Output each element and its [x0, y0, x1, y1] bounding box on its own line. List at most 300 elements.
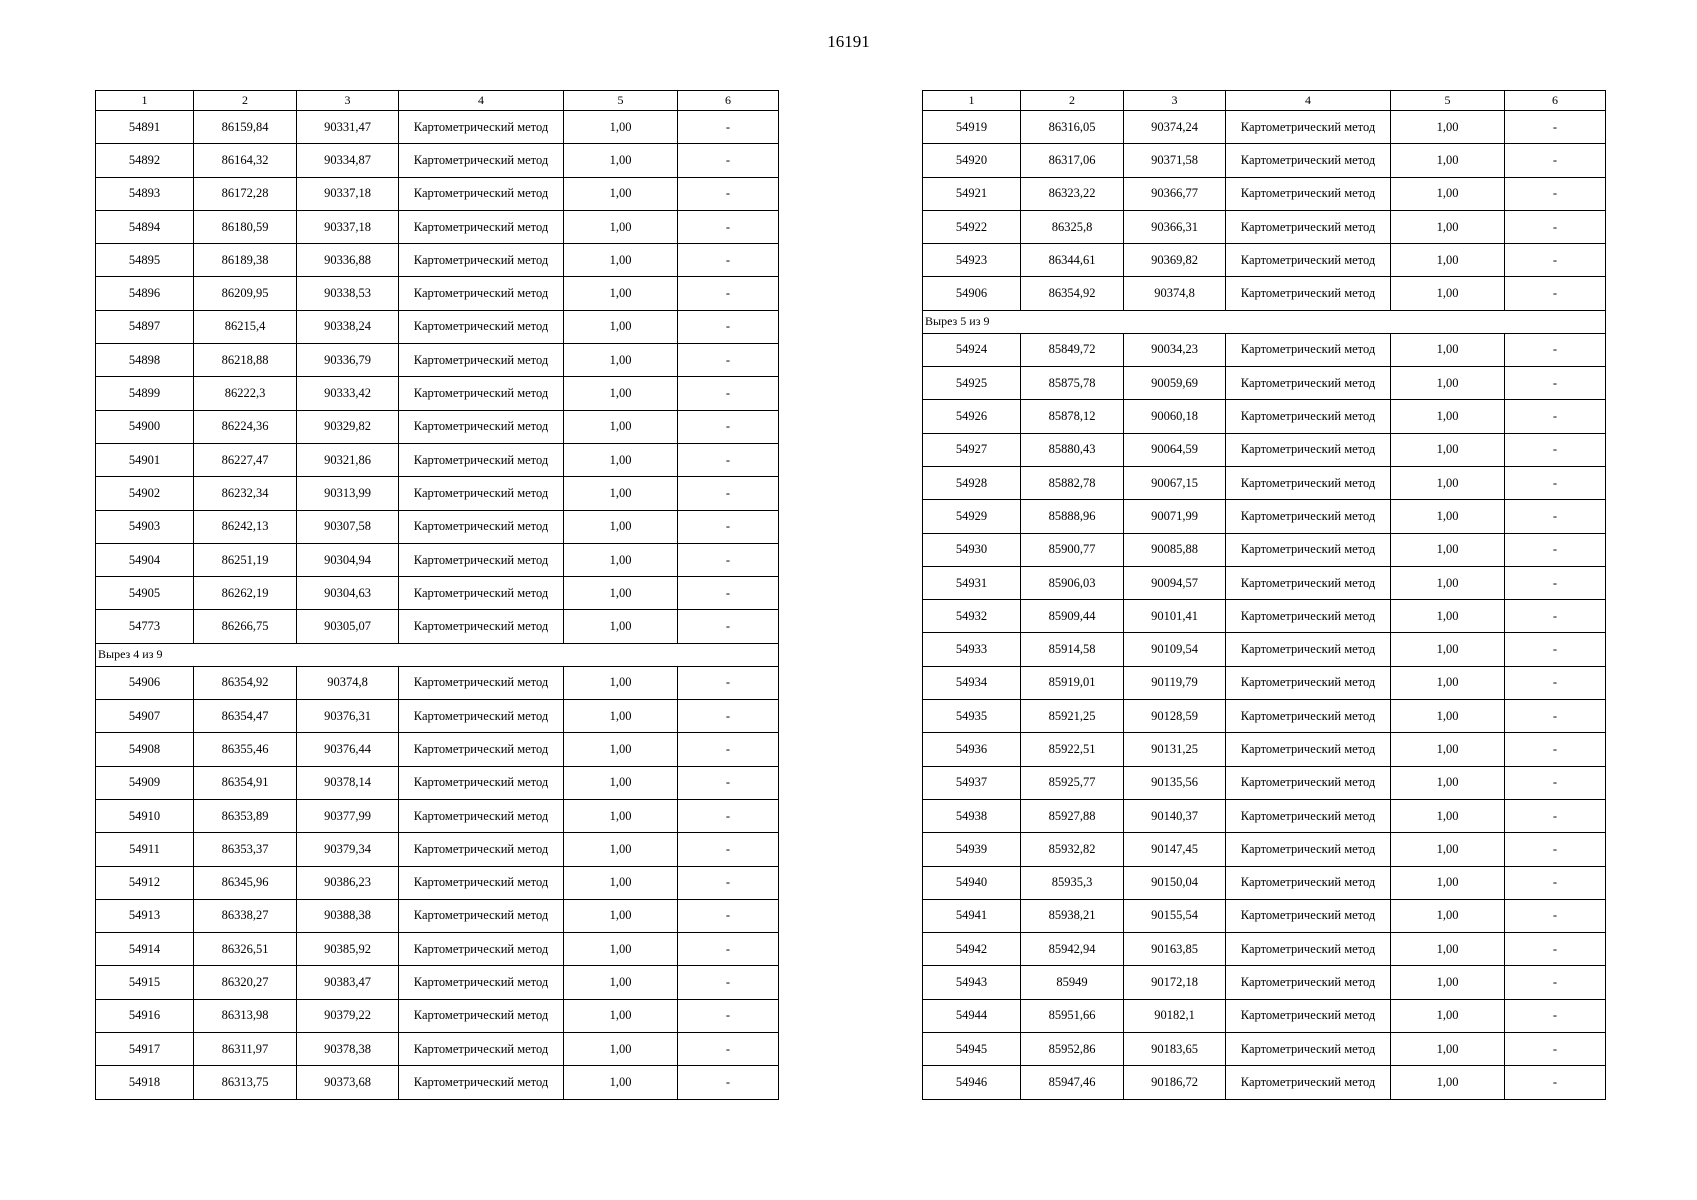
accuracy-cell: 1,00 [1391, 700, 1505, 733]
accuracy-cell: 1,00 [1391, 666, 1505, 699]
accuracy-cell: 1,00 [564, 966, 678, 999]
description-cell: - [1505, 933, 1606, 966]
point-number-cell: 54913 [96, 899, 194, 932]
point-number-cell: 54946 [923, 1066, 1021, 1099]
point-number-cell: 54931 [923, 566, 1021, 599]
table-row [923, 367, 1606, 400]
point-number-cell: 54922 [923, 210, 1021, 243]
point-number-cell: 54935 [923, 700, 1021, 733]
method-cell: Картометрический метод [399, 799, 564, 832]
table-row [96, 966, 779, 999]
y-coordinate-cell: 90094,57 [1124, 566, 1226, 599]
accuracy-cell: 1,00 [564, 443, 678, 476]
method-cell: Картометрический метод [399, 310, 564, 343]
x-coordinate-cell: 86355,46 [194, 733, 297, 766]
accuracy-cell: 1,00 [564, 799, 678, 832]
method-cell: Картометрический метод [399, 443, 564, 476]
y-coordinate-cell: 90147,45 [1124, 833, 1226, 866]
point-number-cell: 54927 [923, 433, 1021, 466]
table-row [923, 1066, 1606, 1099]
point-number-cell: 54901 [96, 443, 194, 476]
method-cell: Картометрический метод [1226, 733, 1391, 766]
y-coordinate-cell: 90336,79 [297, 344, 399, 377]
y-coordinate-cell: 90385,92 [297, 933, 399, 966]
method-cell: Картометрический метод [399, 410, 564, 443]
point-number-cell: 54905 [96, 577, 194, 610]
x-coordinate-cell: 86323,22 [1021, 177, 1124, 210]
method-cell: Картометрический метод [399, 999, 564, 1032]
description-cell: - [1505, 766, 1606, 799]
method-cell: Картометрический метод [399, 177, 564, 210]
point-number-cell: 54893 [96, 177, 194, 210]
table-row [96, 244, 779, 277]
point-number-cell: 54896 [96, 277, 194, 310]
accuracy-cell: 1,00 [1391, 500, 1505, 533]
description-cell: - [678, 933, 779, 966]
x-coordinate-cell: 85919,01 [1021, 666, 1124, 699]
method-cell: Картометрический метод [399, 733, 564, 766]
y-coordinate-cell: 90101,41 [1124, 600, 1226, 633]
x-coordinate-cell: 86313,75 [194, 1066, 297, 1099]
point-number-cell: 54916 [96, 999, 194, 1032]
table-row [96, 833, 779, 866]
table-row [96, 443, 779, 476]
accuracy-cell: 1,00 [564, 377, 678, 410]
accuracy-cell: 1,00 [564, 899, 678, 932]
description-cell: - [1505, 799, 1606, 832]
point-number-cell: 54943 [923, 966, 1021, 999]
column-header: 3 [297, 91, 399, 111]
point-number-cell: 54944 [923, 999, 1021, 1032]
table-row [923, 899, 1606, 932]
description-cell: - [678, 1066, 779, 1099]
x-coordinate-cell: 85875,78 [1021, 367, 1124, 400]
method-cell: Картометрический метод [399, 700, 564, 733]
accuracy-cell: 1,00 [1391, 999, 1505, 1032]
y-coordinate-cell: 90336,88 [297, 244, 399, 277]
y-coordinate-cell: 90071,99 [1124, 500, 1226, 533]
point-number-cell: 54897 [96, 310, 194, 343]
description-cell: - [678, 577, 779, 610]
y-coordinate-cell: 90334,87 [297, 144, 399, 177]
y-coordinate-cell: 90388,38 [297, 899, 399, 932]
x-coordinate-cell: 85900,77 [1021, 533, 1124, 566]
y-coordinate-cell: 90321,86 [297, 443, 399, 476]
point-number-cell: 54918 [96, 1066, 194, 1099]
x-coordinate-cell: 86266,75 [194, 610, 297, 643]
y-coordinate-cell: 90383,47 [297, 966, 399, 999]
accuracy-cell: 1,00 [1391, 733, 1505, 766]
point-number-cell: 54926 [923, 400, 1021, 433]
table-row [923, 111, 1606, 144]
point-number-cell: 54941 [923, 899, 1021, 932]
x-coordinate-cell: 85947,46 [1021, 1066, 1124, 1099]
y-coordinate-cell: 90329,82 [297, 410, 399, 443]
method-cell: Картометрический метод [1226, 833, 1391, 866]
y-coordinate-cell: 90085,88 [1124, 533, 1226, 566]
accuracy-cell: 1,00 [1391, 333, 1505, 366]
accuracy-cell: 1,00 [564, 733, 678, 766]
point-number-cell: 54907 [96, 700, 194, 733]
point-number-cell: 54942 [923, 933, 1021, 966]
x-coordinate-cell: 85888,96 [1021, 500, 1124, 533]
table-row [96, 377, 779, 410]
x-coordinate-cell: 86242,13 [194, 510, 297, 543]
description-cell: - [1505, 966, 1606, 999]
y-coordinate-cell: 90379,34 [297, 833, 399, 866]
description-cell: - [678, 610, 779, 643]
accuracy-cell: 1,00 [1391, 799, 1505, 832]
method-cell: Картометрический метод [399, 277, 564, 310]
table-row [923, 1033, 1606, 1066]
accuracy-cell: 1,00 [1391, 566, 1505, 599]
accuracy-cell: 1,00 [564, 310, 678, 343]
table-row [96, 899, 779, 932]
method-cell: Картометрический метод [1226, 333, 1391, 366]
accuracy-cell: 1,00 [1391, 177, 1505, 210]
coordinates-table-right [922, 90, 1606, 1100]
y-coordinate-cell: 90338,53 [297, 277, 399, 310]
column-header: 2 [194, 91, 297, 111]
x-coordinate-cell: 85849,72 [1021, 333, 1124, 366]
table-row [923, 966, 1606, 999]
table-row [96, 933, 779, 966]
method-cell: Картометрический метод [1226, 966, 1391, 999]
table-row [923, 666, 1606, 699]
accuracy-cell: 1,00 [1391, 533, 1505, 566]
accuracy-cell: 1,00 [1391, 144, 1505, 177]
method-cell: Картометрический метод [1226, 533, 1391, 566]
accuracy-cell: 1,00 [564, 999, 678, 1032]
method-cell: Картометрический метод [399, 344, 564, 377]
method-cell: Картометрический метод [1226, 866, 1391, 899]
y-coordinate-cell: 90373,68 [297, 1066, 399, 1099]
description-cell: - [678, 310, 779, 343]
section-label: Вырез 4 из 9 [96, 643, 779, 666]
point-number-cell: 54925 [923, 367, 1021, 400]
description-cell: - [678, 899, 779, 932]
point-number-cell: 54899 [96, 377, 194, 410]
accuracy-cell: 1,00 [1391, 210, 1505, 243]
description-cell: - [1505, 866, 1606, 899]
y-coordinate-cell: 90109,54 [1124, 633, 1226, 666]
column-header: 5 [1391, 91, 1505, 111]
method-cell: Картометрический метод [1226, 277, 1391, 310]
table-row [96, 477, 779, 510]
table-row [96, 577, 779, 610]
description-cell: - [678, 999, 779, 1032]
description-cell: - [678, 543, 779, 576]
description-cell: - [678, 277, 779, 310]
y-coordinate-cell: 90371,58 [1124, 144, 1226, 177]
accuracy-cell: 1,00 [1391, 433, 1505, 466]
y-coordinate-cell: 90067,15 [1124, 466, 1226, 499]
method-cell: Картометрический метод [1226, 700, 1391, 733]
x-coordinate-cell: 86218,88 [194, 344, 297, 377]
accuracy-cell: 1,00 [1391, 1066, 1505, 1099]
x-coordinate-cell: 86354,91 [194, 766, 297, 799]
point-number-cell: 54911 [96, 833, 194, 866]
table-row [923, 700, 1606, 733]
point-number-cell: 54914 [96, 933, 194, 966]
x-coordinate-cell: 86262,19 [194, 577, 297, 610]
x-coordinate-cell: 86316,05 [1021, 111, 1124, 144]
table-row [96, 1066, 779, 1099]
y-coordinate-cell: 90378,38 [297, 1033, 399, 1066]
point-number-cell: 54919 [923, 111, 1021, 144]
method-cell: Картометрический метод [399, 510, 564, 543]
point-number-cell: 54939 [923, 833, 1021, 866]
x-coordinate-cell: 86222,3 [194, 377, 297, 410]
coordinates-table-left [95, 90, 779, 1100]
table-row [96, 111, 779, 144]
method-cell: Картометрический метод [1226, 1033, 1391, 1066]
x-coordinate-cell: 85922,51 [1021, 733, 1124, 766]
table-row [923, 500, 1606, 533]
description-cell: - [678, 111, 779, 144]
accuracy-cell: 1,00 [1391, 244, 1505, 277]
point-number-cell: 54937 [923, 766, 1021, 799]
x-coordinate-cell: 85927,88 [1021, 799, 1124, 832]
method-cell: Картометрический метод [399, 766, 564, 799]
y-coordinate-cell: 90386,23 [297, 866, 399, 899]
y-coordinate-cell: 90182,1 [1124, 999, 1226, 1032]
description-cell: - [1505, 277, 1606, 310]
x-coordinate-cell: 86232,34 [194, 477, 297, 510]
point-number-cell: 54898 [96, 344, 194, 377]
point-number-cell: 54945 [923, 1033, 1021, 1066]
x-coordinate-cell: 85925,77 [1021, 766, 1124, 799]
point-number-cell: 54892 [96, 144, 194, 177]
table-row [96, 866, 779, 899]
y-coordinate-cell: 90338,24 [297, 310, 399, 343]
x-coordinate-cell: 85882,78 [1021, 466, 1124, 499]
method-cell: Картометрический метод [1226, 766, 1391, 799]
accuracy-cell: 1,00 [1391, 400, 1505, 433]
x-coordinate-cell: 85935,3 [1021, 866, 1124, 899]
section-row [923, 310, 1606, 333]
description-cell: - [678, 866, 779, 899]
y-coordinate-cell: 90150,04 [1124, 866, 1226, 899]
y-coordinate-cell: 90131,25 [1124, 733, 1226, 766]
section-label: Вырез 5 из 9 [923, 310, 1606, 333]
method-cell: Картометрический метод [1226, 933, 1391, 966]
point-number-cell: 54917 [96, 1033, 194, 1066]
x-coordinate-cell: 85942,94 [1021, 933, 1124, 966]
description-cell: - [1505, 500, 1606, 533]
accuracy-cell: 1,00 [564, 210, 678, 243]
point-number-cell: 54938 [923, 799, 1021, 832]
y-coordinate-cell: 90366,77 [1124, 177, 1226, 210]
table-row [923, 933, 1606, 966]
point-number-cell: 54934 [923, 666, 1021, 699]
accuracy-cell: 1,00 [1391, 277, 1505, 310]
description-cell: - [1505, 733, 1606, 766]
accuracy-cell: 1,00 [564, 1066, 678, 1099]
y-coordinate-cell: 90128,59 [1124, 700, 1226, 733]
y-coordinate-cell: 90374,8 [1124, 277, 1226, 310]
point-number-cell: 54936 [923, 733, 1021, 766]
point-number-cell: 54903 [96, 510, 194, 543]
column-header: 6 [678, 91, 779, 111]
y-coordinate-cell: 90377,99 [297, 799, 399, 832]
x-coordinate-cell: 86354,92 [1021, 277, 1124, 310]
y-coordinate-cell: 90376,31 [297, 700, 399, 733]
table-row [96, 666, 779, 699]
point-number-cell: 54930 [923, 533, 1021, 566]
y-coordinate-cell: 90374,8 [297, 666, 399, 699]
column-header: 1 [96, 91, 194, 111]
description-cell: - [1505, 666, 1606, 699]
table-row [923, 144, 1606, 177]
y-coordinate-cell: 90378,14 [297, 766, 399, 799]
table-row [923, 833, 1606, 866]
x-coordinate-cell: 85909,44 [1021, 600, 1124, 633]
y-coordinate-cell: 90060,18 [1124, 400, 1226, 433]
x-coordinate-cell: 86227,47 [194, 443, 297, 476]
accuracy-cell: 1,00 [564, 477, 678, 510]
description-cell: - [678, 377, 779, 410]
y-coordinate-cell: 90155,54 [1124, 899, 1226, 932]
method-cell: Картометрический метод [399, 1066, 564, 1099]
y-coordinate-cell: 90064,59 [1124, 433, 1226, 466]
accuracy-cell: 1,00 [564, 111, 678, 144]
page-number: 16191 [827, 32, 870, 51]
description-cell: - [1505, 177, 1606, 210]
point-number-cell: 54920 [923, 144, 1021, 177]
y-coordinate-cell: 90183,65 [1124, 1033, 1226, 1066]
description-cell: - [1505, 466, 1606, 499]
x-coordinate-cell: 86189,38 [194, 244, 297, 277]
y-coordinate-cell: 90369,82 [1124, 244, 1226, 277]
x-coordinate-cell: 86317,06 [1021, 144, 1124, 177]
accuracy-cell: 1,00 [1391, 899, 1505, 932]
y-coordinate-cell: 90305,07 [297, 610, 399, 643]
description-cell: - [678, 766, 779, 799]
table-row [96, 344, 779, 377]
table-row [96, 700, 779, 733]
description-cell: - [1505, 533, 1606, 566]
table-row [923, 400, 1606, 433]
description-cell: - [678, 510, 779, 543]
description-cell: - [678, 799, 779, 832]
point-number-cell: 54928 [923, 466, 1021, 499]
x-coordinate-cell: 86209,95 [194, 277, 297, 310]
accuracy-cell: 1,00 [1391, 766, 1505, 799]
description-cell: - [678, 144, 779, 177]
accuracy-cell: 1,00 [564, 344, 678, 377]
table-row [96, 799, 779, 832]
y-coordinate-cell: 90366,31 [1124, 210, 1226, 243]
point-number-cell: 54906 [923, 277, 1021, 310]
table-row [923, 566, 1606, 599]
accuracy-cell: 1,00 [564, 1033, 678, 1066]
point-number-cell: 54932 [923, 600, 1021, 633]
x-coordinate-cell: 86353,37 [194, 833, 297, 866]
table-row [923, 333, 1606, 366]
description-cell: - [1505, 633, 1606, 666]
method-cell: Картометрический метод [1226, 244, 1391, 277]
y-coordinate-cell: 90163,85 [1124, 933, 1226, 966]
description-cell: - [1505, 333, 1606, 366]
accuracy-cell: 1,00 [564, 666, 678, 699]
table-row [96, 210, 779, 243]
method-cell: Картометрический метод [399, 477, 564, 510]
y-coordinate-cell: 90304,94 [297, 543, 399, 576]
description-cell: - [678, 443, 779, 476]
method-cell: Картометрический метод [1226, 799, 1391, 832]
x-coordinate-cell: 85880,43 [1021, 433, 1124, 466]
method-cell: Картометрический метод [1226, 466, 1391, 499]
description-cell: - [678, 177, 779, 210]
method-cell: Картометрический метод [1226, 111, 1391, 144]
x-coordinate-cell: 85932,82 [1021, 833, 1124, 866]
x-coordinate-cell: 85921,25 [1021, 700, 1124, 733]
method-cell: Картометрический метод [1226, 633, 1391, 666]
table-row [923, 866, 1606, 899]
x-coordinate-cell: 85878,12 [1021, 400, 1124, 433]
x-coordinate-cell: 86215,4 [194, 310, 297, 343]
y-coordinate-cell: 90034,23 [1124, 333, 1226, 366]
point-number-cell: 54894 [96, 210, 194, 243]
method-cell: Картометрический метод [399, 577, 564, 610]
column-header: 2 [1021, 91, 1124, 111]
description-cell: - [1505, 400, 1606, 433]
table-row [923, 533, 1606, 566]
point-number-cell: 54912 [96, 866, 194, 899]
table-row [923, 466, 1606, 499]
description-cell: - [1505, 144, 1606, 177]
accuracy-cell: 1,00 [1391, 633, 1505, 666]
description-cell: - [1505, 1066, 1606, 1099]
table-row [923, 733, 1606, 766]
x-coordinate-cell: 85952,86 [1021, 1033, 1124, 1066]
description-cell: - [678, 410, 779, 443]
accuracy-cell: 1,00 [1391, 1033, 1505, 1066]
point-number-cell: 54909 [96, 766, 194, 799]
accuracy-cell: 1,00 [564, 610, 678, 643]
point-number-cell: 54910 [96, 799, 194, 832]
method-cell: Картометрический метод [1226, 1066, 1391, 1099]
header-row [96, 91, 779, 111]
accuracy-cell: 1,00 [564, 766, 678, 799]
description-cell: - [1505, 700, 1606, 733]
accuracy-cell: 1,00 [1391, 111, 1505, 144]
table-row [923, 600, 1606, 633]
description-cell: - [1505, 566, 1606, 599]
accuracy-cell: 1,00 [564, 833, 678, 866]
x-coordinate-cell: 86224,36 [194, 410, 297, 443]
description-cell: - [678, 966, 779, 999]
x-coordinate-cell: 86344,61 [1021, 244, 1124, 277]
table-row [923, 244, 1606, 277]
method-cell: Картометрический метод [1226, 600, 1391, 633]
accuracy-cell: 1,00 [564, 543, 678, 576]
method-cell: Картометрический метод [1226, 999, 1391, 1032]
description-cell: - [1505, 111, 1606, 144]
method-cell: Картометрический метод [1226, 177, 1391, 210]
x-coordinate-cell: 86354,92 [194, 666, 297, 699]
method-cell: Картометрический метод [1226, 500, 1391, 533]
accuracy-cell: 1,00 [564, 933, 678, 966]
table-row [96, 410, 779, 443]
y-coordinate-cell: 90337,18 [297, 210, 399, 243]
point-number-cell: 54895 [96, 244, 194, 277]
x-coordinate-cell: 86338,27 [194, 899, 297, 932]
description-cell: - [1505, 833, 1606, 866]
x-coordinate-cell: 86320,27 [194, 966, 297, 999]
x-coordinate-cell: 86251,19 [194, 543, 297, 576]
